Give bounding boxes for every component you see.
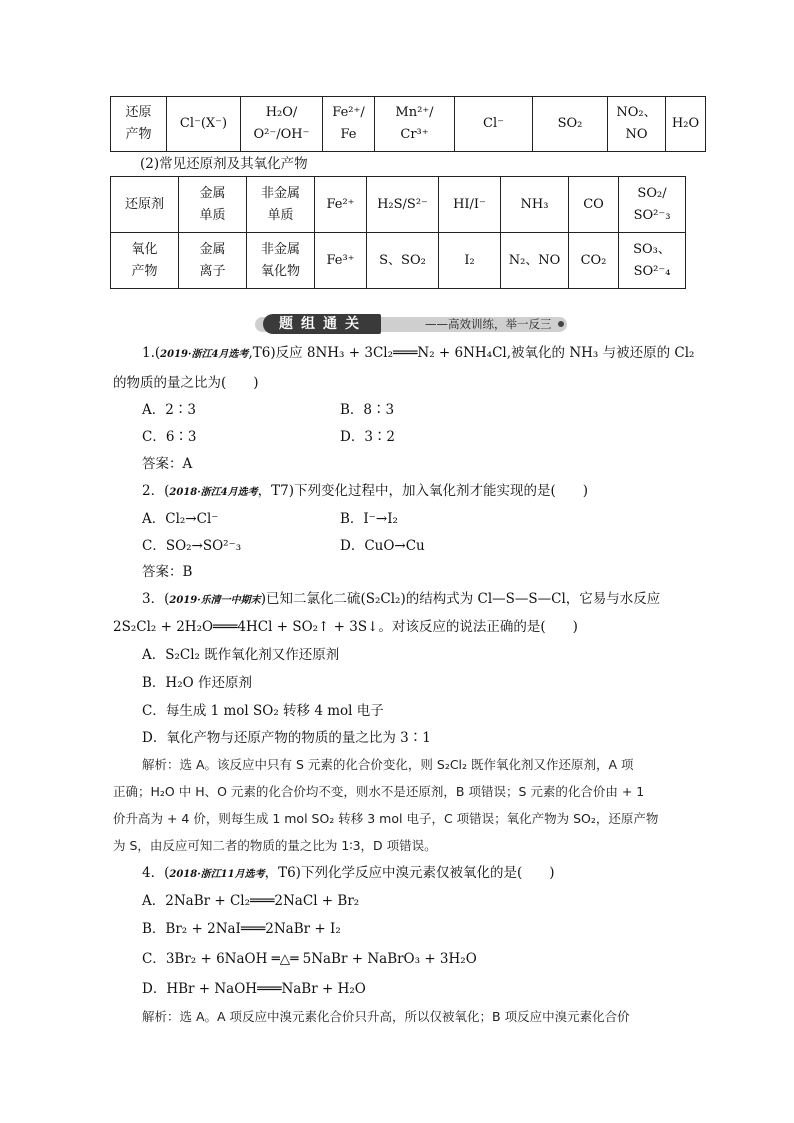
option-d: D．氧化产物与还原产物的物质的量之比为 3∶1 (142, 730, 431, 746)
option-a: A．2∶3 (142, 402, 196, 418)
option-d: D．3∶2 (340, 429, 396, 445)
table-cell: 非金属 单质 (247, 177, 315, 233)
table-cell: H₂O/ O²⁻/OH⁻ (241, 97, 323, 152)
option-c: C．6∶3 (142, 429, 197, 445)
section-subtitle: (2)常见还原剂及其氧化产物 (140, 156, 308, 172)
table-cell: Fe²⁺/ Fe (323, 97, 375, 152)
option-b: B．H₂O 作还原剂 (142, 675, 252, 691)
table-cell: SO₂/ SO²⁻₃ (619, 177, 686, 233)
section-banner (255, 316, 570, 334)
table-cell: H₂S/S²⁻ (367, 177, 439, 233)
option-b: B．Br₂ + 2NaI═══2NaBr + I₂ (142, 921, 341, 937)
table-cell: CO (569, 177, 619, 233)
table-cell: Mn²⁺/ Cr³⁺ (375, 97, 455, 152)
question-3-stem (142, 590, 660, 610)
table-cell: 金属 离子 (179, 233, 247, 289)
solution-text: 正确；H₂O 中 H、O 元素的化合价均不变，则水不是还原剂，B 项错误；S 元素的化合价由 + 1 (113, 784, 645, 799)
question-number: 4．( (142, 865, 170, 881)
table-cell: Fe³⁺ (315, 233, 367, 289)
question-source: 2019·浙江4月选考 (160, 349, 249, 360)
answer: 答案：B (142, 564, 193, 580)
table-cell: SO₂ (533, 97, 608, 152)
solution-text: 为 S，由反应可知二者的物质的量之比为 1∶3，D 项错误。 (113, 838, 437, 853)
question-source: 2019·乐清一中期末 (169, 595, 261, 606)
question-number: 2．( (142, 483, 170, 499)
table-cell: SO₃、 SO²⁻₄ (619, 233, 686, 289)
table-cell: 金属 单质 (179, 177, 247, 233)
table-cell: 非金属 氧化物 (247, 233, 315, 289)
option-c: C．SO₂→SO²⁻₃ (142, 538, 242, 554)
table-row (111, 233, 686, 289)
question-text: ，T6)下列化学反应中溴元素仅被氧化的是( ) (264, 865, 555, 881)
table-cell: S、SO₂ (367, 233, 439, 289)
table-row (111, 97, 706, 152)
table-cell: 还原 产物 (111, 97, 167, 152)
option-c: C．3Br₂ + 6NaOH ═△═ 5NaBr + NaBrO₃ + 3H₂O (142, 951, 477, 967)
table-cell: N₂、NO (501, 233, 569, 289)
table-cell: Cl⁻(X⁻) (167, 97, 241, 152)
question-4-stem (142, 864, 555, 884)
option-b: B．I⁻→I₂ (340, 511, 398, 527)
question-text: )已知二氯化二硫(S₂Cl₂)的结构式为 Cl—S—S—Cl，它易与水反应 (260, 591, 661, 607)
option-d: D．HBr + NaOH═══NaBr + H₂O (142, 981, 366, 997)
option-c: C．每生成 1 mol SO₂ 转移 4 mol 电子 (142, 703, 384, 719)
banner-slogan: ——高效训练，举一反三 (425, 317, 552, 331)
banner-title: 题组通关 (263, 314, 381, 334)
reduction-products-table (110, 96, 706, 152)
solution-text: 解析：选 A。该反应中只有 S 元素的化合价变化，则 S₂Cl₂ 既作氧化剂又作还原剂，A 项 (142, 757, 634, 772)
table-cell: I₂ (439, 233, 501, 289)
question-text: ，T7)下列变化过程中，加入氧化剂才能实现的是( ) (257, 483, 589, 499)
table-cell: Cl⁻ (455, 97, 533, 152)
table-cell: 还原剂 (111, 177, 179, 233)
question-3-stem-cont: 2S₂Cl₂ + 2H₂O═══4HCl + SO₂↑ + 3S↓。对该反应的说法正确的是( ) (113, 619, 578, 635)
option-b: B．8∶3 (340, 402, 395, 418)
question-text: ,T6)反应 8NH₃ + 3Cl₂═══N₂ + 6NH₄Cl,被氧化的 NH₃ 与被还原的 Cl₂ (248, 345, 695, 361)
option-a: A．Cl₂→Cl⁻ (142, 511, 219, 527)
question-1-stem (142, 344, 694, 364)
option-a: A．2NaBr + Cl₂═══2NaCl + Br₂ (142, 893, 360, 909)
question-number: 3．( (142, 591, 170, 607)
question-source: 2018·浙江11月选考 (169, 869, 265, 880)
option-a: A．S₂Cl₂ 既作氧化剂又作还原剂 (142, 647, 340, 663)
question-number: 1.( (142, 345, 161, 361)
question-source: 2018·浙江4月选考 (169, 487, 258, 498)
question-1-stem-cont: 的物质的量之比为( ) (113, 375, 259, 391)
banner-dot-icon (558, 321, 564, 327)
table-cell: H₂O (666, 97, 706, 152)
solution-text: 解析：选 A。A 项反应中溴元素化合价只升高，所以仅被氧化；B 项反应中溴元素化合价 (142, 1009, 630, 1024)
reducing-agents-table (110, 176, 686, 289)
table-cell: CO₂ (569, 233, 619, 289)
table-cell: Fe²⁺ (315, 177, 367, 233)
table-cell: NH₃ (501, 177, 569, 233)
answer: 答案：A (142, 456, 193, 472)
solution-text: 价升高为 + 4 价，则每生成 1 mol SO₂ 转移 3 mol 电子，C 项错误；氧化产物为 SO₂，还原产物 (113, 811, 659, 826)
question-2-stem (142, 482, 588, 502)
table-row (111, 177, 686, 233)
table-cell: NO₂、 NO (608, 97, 666, 152)
option-d: D．CuO→Cu (340, 538, 425, 554)
table-cell: HI/I⁻ (439, 177, 501, 233)
table-cell: 氧化 产物 (111, 233, 179, 289)
